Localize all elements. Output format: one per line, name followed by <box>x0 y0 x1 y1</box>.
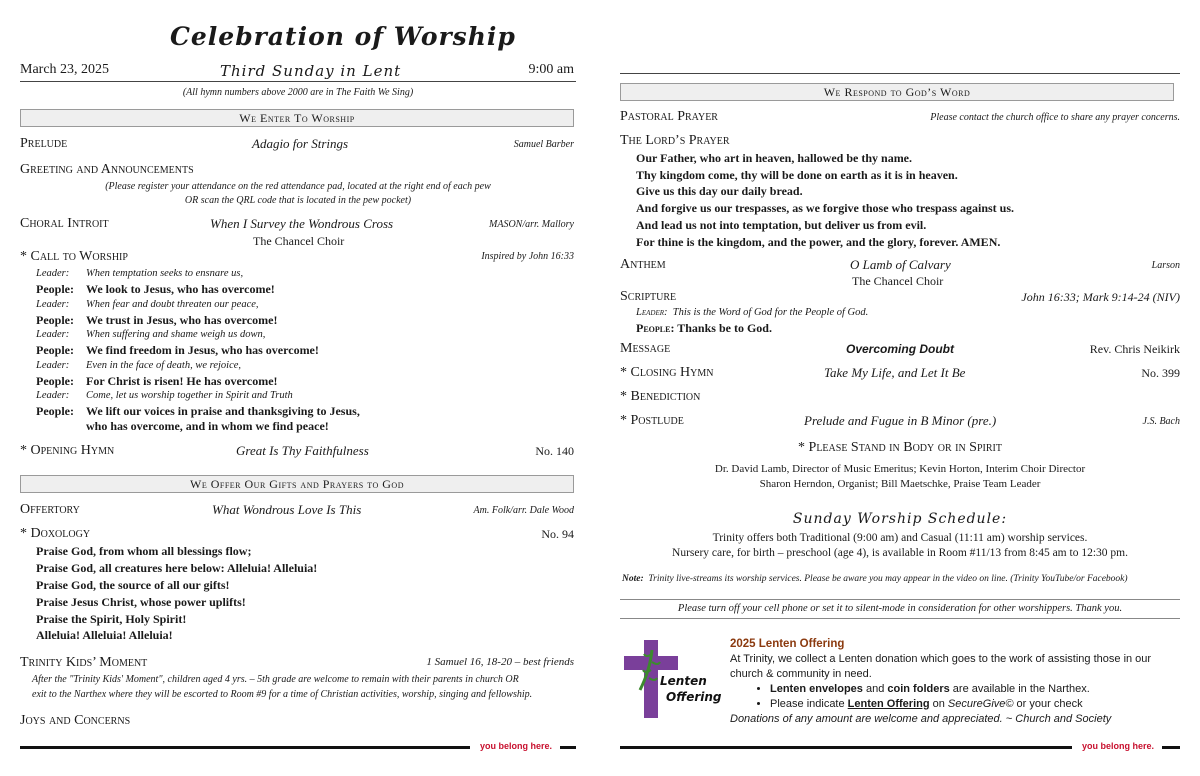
closing-hymn-number: No. 399 <box>1141 366 1180 380</box>
anthem-performer: The Chancel Choir <box>852 274 944 288</box>
postlude-composer: J.S. Bach <box>1142 416 1180 427</box>
offertory-row <box>20 502 576 520</box>
prelude-composer: Samuel Barber <box>513 139 574 150</box>
lenten-offering-logo <box>622 640 726 720</box>
postlude-title: Prelude and Fugue in B Minor (pre.) <box>804 413 997 428</box>
prayer-line: And forgive us our trespasses, as we forgive those who trespass against us. <box>636 201 1015 215</box>
prelude-row <box>20 136 576 154</box>
benediction-label: * Benediction <box>620 389 701 404</box>
call-label: * Call to Worship <box>20 249 128 264</box>
logo-text-lenten: Lenten <box>660 674 707 688</box>
doxology-line: Praise God, all creatures here below: Alleluia! Alleluia! <box>36 561 318 575</box>
postlude-row <box>620 413 1182 431</box>
call-ref: Inspired by John 16:33 <box>481 251 574 262</box>
kids-moment-ref: 1 Samuel 16, 18-20 – best friends <box>426 656 574 668</box>
section-header-enter: We Enter To Worship <box>20 109 574 127</box>
closing-hymn-row <box>620 365 1182 383</box>
anthem-row <box>620 257 1182 275</box>
introit-title: When I Survey the Wondrous Cross <box>210 216 394 231</box>
footer-line <box>620 746 1072 749</box>
anthem-title: O Lamb of Calvary <box>850 257 951 272</box>
scripture-ref: John 16:33; Mark 9:14-24 (NIV) <box>1021 290 1180 304</box>
logo-text-offering: Offering <box>666 690 722 704</box>
introit-row <box>20 216 576 234</box>
opening-hymn-label: * Opening Hymn <box>20 443 115 458</box>
anthem-label: Anthem <box>620 257 666 272</box>
service-date: March 23, 2025 <box>20 62 110 77</box>
message-speaker: Rev. Chris Neikirk <box>1089 342 1180 356</box>
sunday-name: Third Sunday in Lent <box>220 62 402 80</box>
divider <box>20 81 576 82</box>
introit-composer: MASON/arr. Mallory <box>489 219 574 230</box>
tagline: you belong here. <box>480 741 553 751</box>
opening-hymn-title: Great Is Thy Faithfulness <box>236 443 369 458</box>
doxology-row <box>20 526 576 544</box>
prayer-line: Thy kingdom come, thy will be done on earth as it is in heaven. <box>636 168 958 182</box>
scripture-label: Scripture <box>620 289 677 304</box>
footer-line-end <box>560 746 576 749</box>
lords-prayer-label: The Lord’s Prayer <box>620 133 730 148</box>
livestream-note: Note: Trinity live-streams its worship services. Please be aware you may appear in the video on line. (Trinity YouTube/or Facebook) <box>622 574 1128 584</box>
divider <box>620 618 1180 619</box>
schedule-title: Sunday Worship Schedule: <box>792 511 1008 527</box>
doxology-line: Praise Jesus Christ, whose power uplifts! <box>36 595 246 609</box>
doxology-line: Praise the Spirit, Holy Spirit! <box>36 612 187 626</box>
doxology-line: Praise God, from whom all blessings flow; <box>36 544 252 558</box>
phone-note: Please turn off your cell phone or set it to silent-mode in consideration for other worshippers. Thank you. <box>677 603 1123 614</box>
prayer-line: Our Father, who art in heaven, hallowed be thy name. <box>636 151 913 165</box>
left-column: Celebration of Worship March 23, 2025 Third Sunday in Lent 9:00 am (All hymn numbers above 2000 are in The Faith We Sing) We Enter To Worship Prelude Adagio for Strings Samuel Barber Greeting and Announcements (Please register your attendance on the red attendance pad, located at the right end of each pew OR scan the QRL code that is located in the pew pocket) Choral Introit When I Survey the Wondrous Cross MASON/arr. Mallory The Chancel Choir * Call to Worship Inspired by John 16:33 Leader: When temptation seeks to ensnare us, People: We look to Jesus, who has overcome! Leader: When fear and doubt threaten our peace, People: We trust in Jesus, who has overcome! Leader: When suffering and shame weigh us down, People: We find freedom in Jesus, who has overcome! Leader: Even in the face of death, we rejoice, People: For Christ is risen! He has overcome! Leader: Come, let us worship together in Spirit and Truth People: We lift our voices in praise and thanksgiving to Jesus, who has overcome, and in whom we find peace! * Opening Hymn Great Is Thy Faithfulness No. 140 We Offer Our Gifts and Prayers to God Offertory What Wondrous Love Is This Am. Folk/arr. Dale Wood * Doxology No. 94 Praise God, from whom all blessings flow; Praise God, all creatures here below: Alleluia! Alleluia! Praise God, the source of all our gifts! Praise Jesus Christ, whose power uplifts! Praise the Spirit, Holy Spirit! Alleluia! Alleluia! Alleluia! Trinity Kids’ Moment 1 Samuel 16, 18-20 – best friends After the "Trinity Kids' Moment", children aged 4 yrs. – 5th grade are welcome to remain with their parents in church OR exit to the Narthex where they will be escorted to Room #9 for a time of Christian activities, worship, singing and fellowship. Joys and Concerns you belong here. <box>20 22 574 751</box>
message-title: Overcoming Doubt <box>846 342 955 356</box>
list-item: • Lenten envelopes and coin folders are available in the Narthex. <box>770 682 1180 697</box>
introit-performer: The Chancel Choir <box>253 234 345 248</box>
doxology-line: Praise God, the source of all our gifts! <box>36 578 230 592</box>
tagline: you belong here. <box>1082 741 1155 751</box>
joys-label: Joys and Concerns <box>20 713 131 728</box>
prelude-label: Prelude <box>20 136 68 151</box>
section-header-respond: We Respond to God’s Word <box>620 83 1174 101</box>
stand-note: * Please Stand in Body or in Spirit <box>798 440 1002 455</box>
lenten-title: 2025 Lenten Offering <box>730 638 845 650</box>
kids-moment-row <box>20 655 576 673</box>
scripture-row <box>620 289 1182 307</box>
joys-row <box>20 713 576 731</box>
lenten-list <box>770 682 1180 712</box>
message-row <box>620 341 1182 359</box>
section-header-offer: We Offer Our Gifts and Prayers to God <box>20 475 574 493</box>
offertory-label: Offertory <box>20 502 80 517</box>
anthem-composer: Larson <box>1151 260 1180 271</box>
divider <box>620 73 1180 74</box>
opening-hymn-number: No. 140 <box>535 444 574 458</box>
offertory-title: What Wondrous Love Is This <box>212 502 362 517</box>
prayer-line: For thine is the kingdom, and the power, and the glory, forever. AMEN. <box>636 235 1001 249</box>
greeting-note-2: OR scan the QRL code that is located in the pew pocket) <box>184 195 412 206</box>
benediction-row <box>620 389 1182 407</box>
prayer-line: And lead us not into temptation, but deliver us from evil. <box>636 218 927 232</box>
greeting-label: Greeting and Announcements <box>20 162 194 177</box>
hymn-note: (All hymn numbers above 2000 are in The Faith We Sing) <box>182 87 414 98</box>
staff-line-2: Sharon Herndon, Organist; Bill Maetschke, Praise Team Leader <box>759 478 1041 490</box>
kids-note-1: After the "Trinity Kids' Moment", children aged 4 yrs. – 5th grade are welcome to remain with their parents in church OR <box>32 674 519 685</box>
list-item: • Please indicate Lenten Offering on SecureGive© or your check <box>770 697 1180 712</box>
postlude-label: * Postlude <box>620 413 684 428</box>
page-title: Celebration of Worship <box>170 22 516 51</box>
lords-prayer-row <box>620 133 1182 151</box>
prayer-line: Give us this day our daily bread. <box>636 184 803 198</box>
introit-label: Choral Introit <box>20 216 109 231</box>
lenten-body: At Trinity, we collect a Lenten donation which goes to the work of assisting those in our church & community in need. <box>730 653 1152 680</box>
pastoral-row <box>620 109 1182 127</box>
footer-line-end <box>1162 746 1180 749</box>
footer-line <box>20 746 470 749</box>
lenten-offering-box <box>730 637 1180 727</box>
call-row <box>20 249 576 267</box>
doxology-label: * Doxology <box>20 526 91 541</box>
service-time: 9:00 am <box>528 62 574 77</box>
closing-hymn-label: * Closing Hymn <box>620 365 714 380</box>
greeting-note-1: (Please register your attendance on the red attendance pad, located at the right end of each pew <box>105 181 491 192</box>
scripture-people: People: Thanks be to God. <box>636 321 772 335</box>
doxology-number: No. 94 <box>541 527 574 541</box>
schedule-line-2: Nursery care, for birth – preschool (age 4), is available in Room #11/13 from 8:45 am to 12:30 pm. <box>672 547 1128 559</box>
date-row <box>20 62 576 82</box>
greeting-row <box>20 162 576 180</box>
closing-hymn-title: Take My Life, and Let It Be <box>824 365 966 380</box>
opening-hymn-row <box>20 443 576 461</box>
divider <box>620 599 1180 600</box>
right-column <box>620 0 1182 776</box>
doxology-line: Alleluia! Alleluia! Alleluia! <box>36 628 173 642</box>
staff-line-1: Dr. David Lamb, Director of Music Emeritus; Kevin Horton, Interim Choir Director <box>714 463 1086 475</box>
prelude-title: Adagio for Strings <box>252 136 349 151</box>
scripture-leader: Leader: This is the Word of God for the People of God. <box>636 307 869 318</box>
pastoral-note: Please contact the church office to share any prayer concerns. <box>930 112 1180 123</box>
kids-moment-label: Trinity Kids’ Moment <box>20 655 148 670</box>
kids-note-2: exit to the Narthex where they will be escorted to Room #9 for a time of Christian activities, worship, singing and fellowship. <box>32 689 533 700</box>
pastoral-label: Pastoral Prayer <box>620 109 718 124</box>
offertory-composer: Am. Folk/arr. Dale Wood <box>473 505 574 516</box>
schedule-line-1: Trinity offers both Traditional (9:00 am) and Casual (11:11 am) worship services. <box>712 532 1088 544</box>
message-label: Message <box>620 341 671 356</box>
lenten-closing: Donations of any amount are welcome and appreciated. ~ Church and Society <box>730 713 1112 725</box>
